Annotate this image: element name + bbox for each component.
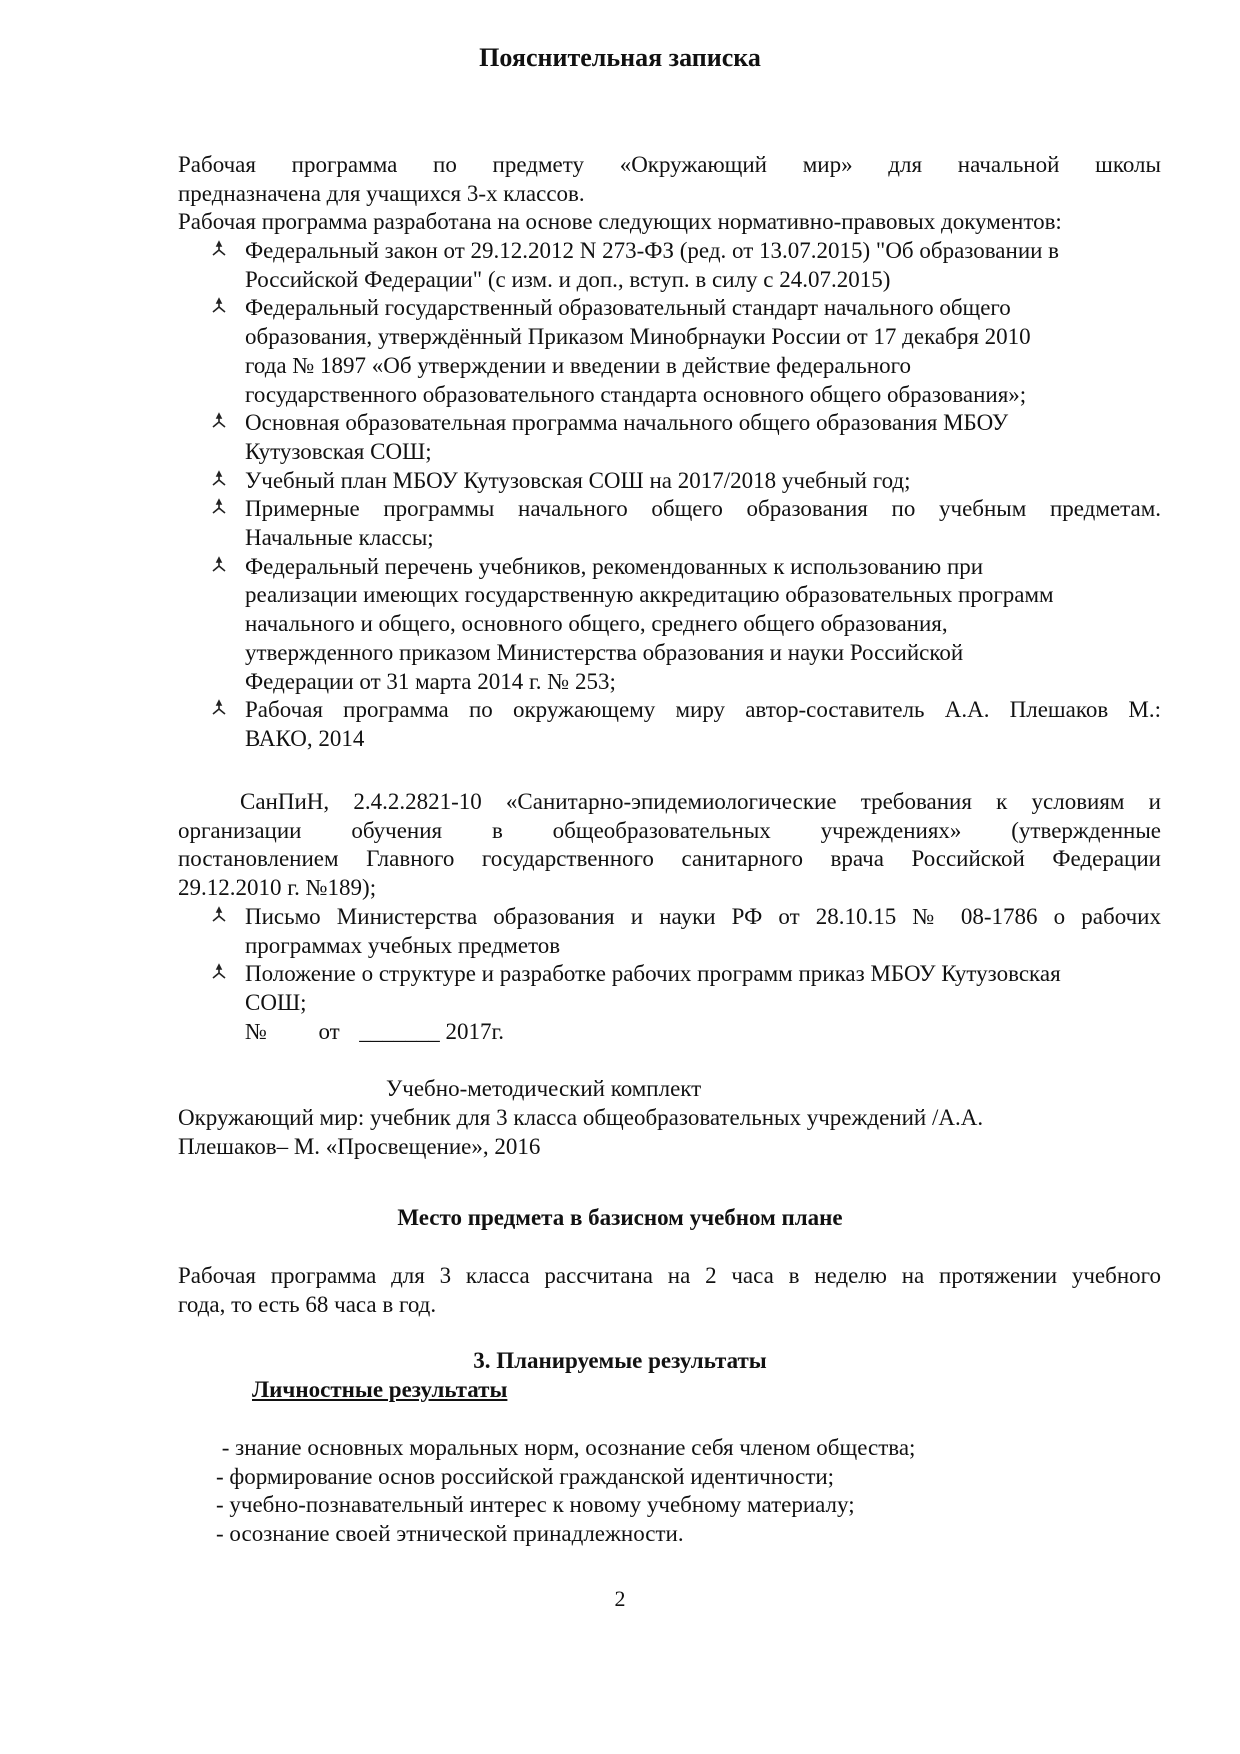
intro-line: Рабочая программа по предмету «Окружающий мир» для начальной школы [178,152,1161,177]
bullet-icon [210,698,228,718]
bullet-icon [210,497,228,517]
list-item-line: Учебный план МБОУ Кутузовская СОШ на 2017/2018 учебный год; [245,467,911,493]
list-item-line: ВАКО, 2014 [245,725,365,751]
list-item-line: Рабочая программа по окружающему миру автор-составитель А.А. Плешаков М.: [245,697,1161,723]
umk-line: Окружающий мир: учебник для 3 класса общеобразовательных учреждений /А.А. [178,1105,984,1130]
bullet-icon [210,962,228,982]
place-line: Рабочая программа для 3 класса рассчитана на 2 часа в неделю на протяжении учебного [178,1263,1161,1288]
result-item: - учебно-познавательный интерес к новому учебному материалу; [216,1492,855,1518]
intro-line: предназначена для учащихся 3-х классов. [178,180,585,206]
list-item-line: Федеральный закон от 29.12.2012 N 273-ФЗ (ред. от 13.07.2015) "Об образовании в [245,238,1060,263]
subheading-personal-results: Личностные результаты [252,1377,508,1402]
list-item-line: Письмо Министерства образования и науки РФ от 28.10.15 № 08-1786 о рабочих [245,904,1161,929]
order-number-label: № [245,1018,267,1044]
list-item-line: СОШ; [245,990,307,1016]
list-item [210,553,1161,697]
order-date-label: от [318,1018,340,1044]
list-item [210,495,1161,552]
list-item-line: государственного образовательного стандарта основного общего образования»; [245,381,1027,407]
result-item: - осознание своей этнической принадлежности. [216,1521,684,1547]
place-text [178,1262,1161,1319]
list-item-line: утвержденного приказом Министерства образования и науки Российской [245,639,964,665]
list-item [210,237,1161,294]
list-item-line: Федеральный перечень учебников, рекомендованных к использованию при [245,553,984,579]
list-item [210,696,1161,753]
section-heading-place: Место предмета в базисном учебном плане [397,1205,843,1230]
list-item [210,294,1161,409]
list-item-line: Федерации от 31 марта 2014 г. № 253; [245,668,616,694]
umk-text [178,1104,1161,1161]
bullet-icon [210,411,228,431]
list-item [210,903,1161,960]
intro-line: Рабочая программа разработана на основе следующих нормативно-правовых документов: [178,209,1062,235]
documents-list-2 [210,903,1161,1047]
list-item-line: программах учебных предметов [245,932,561,958]
result-item: - знание основных моральных норм, осознание себя членом общества; [216,1435,916,1460]
list-item-line: года № 1897 «Об утверждении и введении в действие федерального [245,352,911,378]
list-item-line: реализации имеющих государственную аккредитацию образовательных программ [245,582,1054,608]
list-item-line: Кутузовская СОШ; [245,438,432,464]
umk-line: Плешаков– М. «Просвещение», 2016 [178,1133,541,1159]
list-item-line: Основная образовательная программа начального общего образования МБОУ [245,410,1009,436]
order-date-blank: _______ [359,1018,440,1044]
list-item [210,960,1161,1017]
list-item-line: Примерные программы начального общего образования по учебным предметам. [245,496,1161,522]
intro [178,151,1161,237]
paragraph-line: СанПиН, 2.4.2.2821-10 «Санитарно-эпидемиологические требования к условиям и [240,789,1161,814]
list-item-line: образования, утверждённый Приказом Минобрнауки России от 17 декабря 2010 [245,324,1031,350]
results-list [216,1434,1116,1549]
documents-list [210,237,1161,754]
sanpin-paragraph [178,788,1161,903]
bullet-icon [210,469,228,489]
list-item-line: начального и общего, основного общего, среднего общего образования, [245,611,948,637]
order-line [210,1018,1161,1047]
bullet-icon [210,555,228,575]
bullet-icon [210,239,228,259]
list-item-line: Начальные классы; [245,525,434,551]
result-item: - формирование основ российской гражданской идентичности; [216,1463,835,1489]
paragraph-line: 29.12.2010 г. №189); [178,875,377,901]
page-number: 2 [614,1586,626,1611]
section-heading-results: 3. Планируемые результаты [473,1348,767,1373]
page-title: Пояснительная записка [479,43,761,72]
bullet-icon [210,296,228,316]
list-item [210,467,1161,496]
paragraph-line: постановлением Главного государственного санитарного врача Российской Федерации [178,846,1161,872]
list-item-line: Федеральный государственный образовательный стандарт начального общего [245,295,1011,321]
list-item-line: Положение о структуре и разработке рабочих программ приказ МБОУ Кутузовская [245,961,1061,987]
bullet-icon [210,905,228,925]
paragraph-line: организации обучения в общеобразовательных учреждениях» (утвержденные [178,817,1161,843]
umk-heading: Учебно-методический комплект [386,1076,702,1101]
place-line: года, то есть 68 часа в год. [178,1291,437,1317]
order-year: 2017г. [445,1018,505,1044]
list-item [210,409,1161,466]
list-item-line: Российской Федерации" (с изм. и доп., вступ. в силу с 24.07.2015) [245,266,891,292]
